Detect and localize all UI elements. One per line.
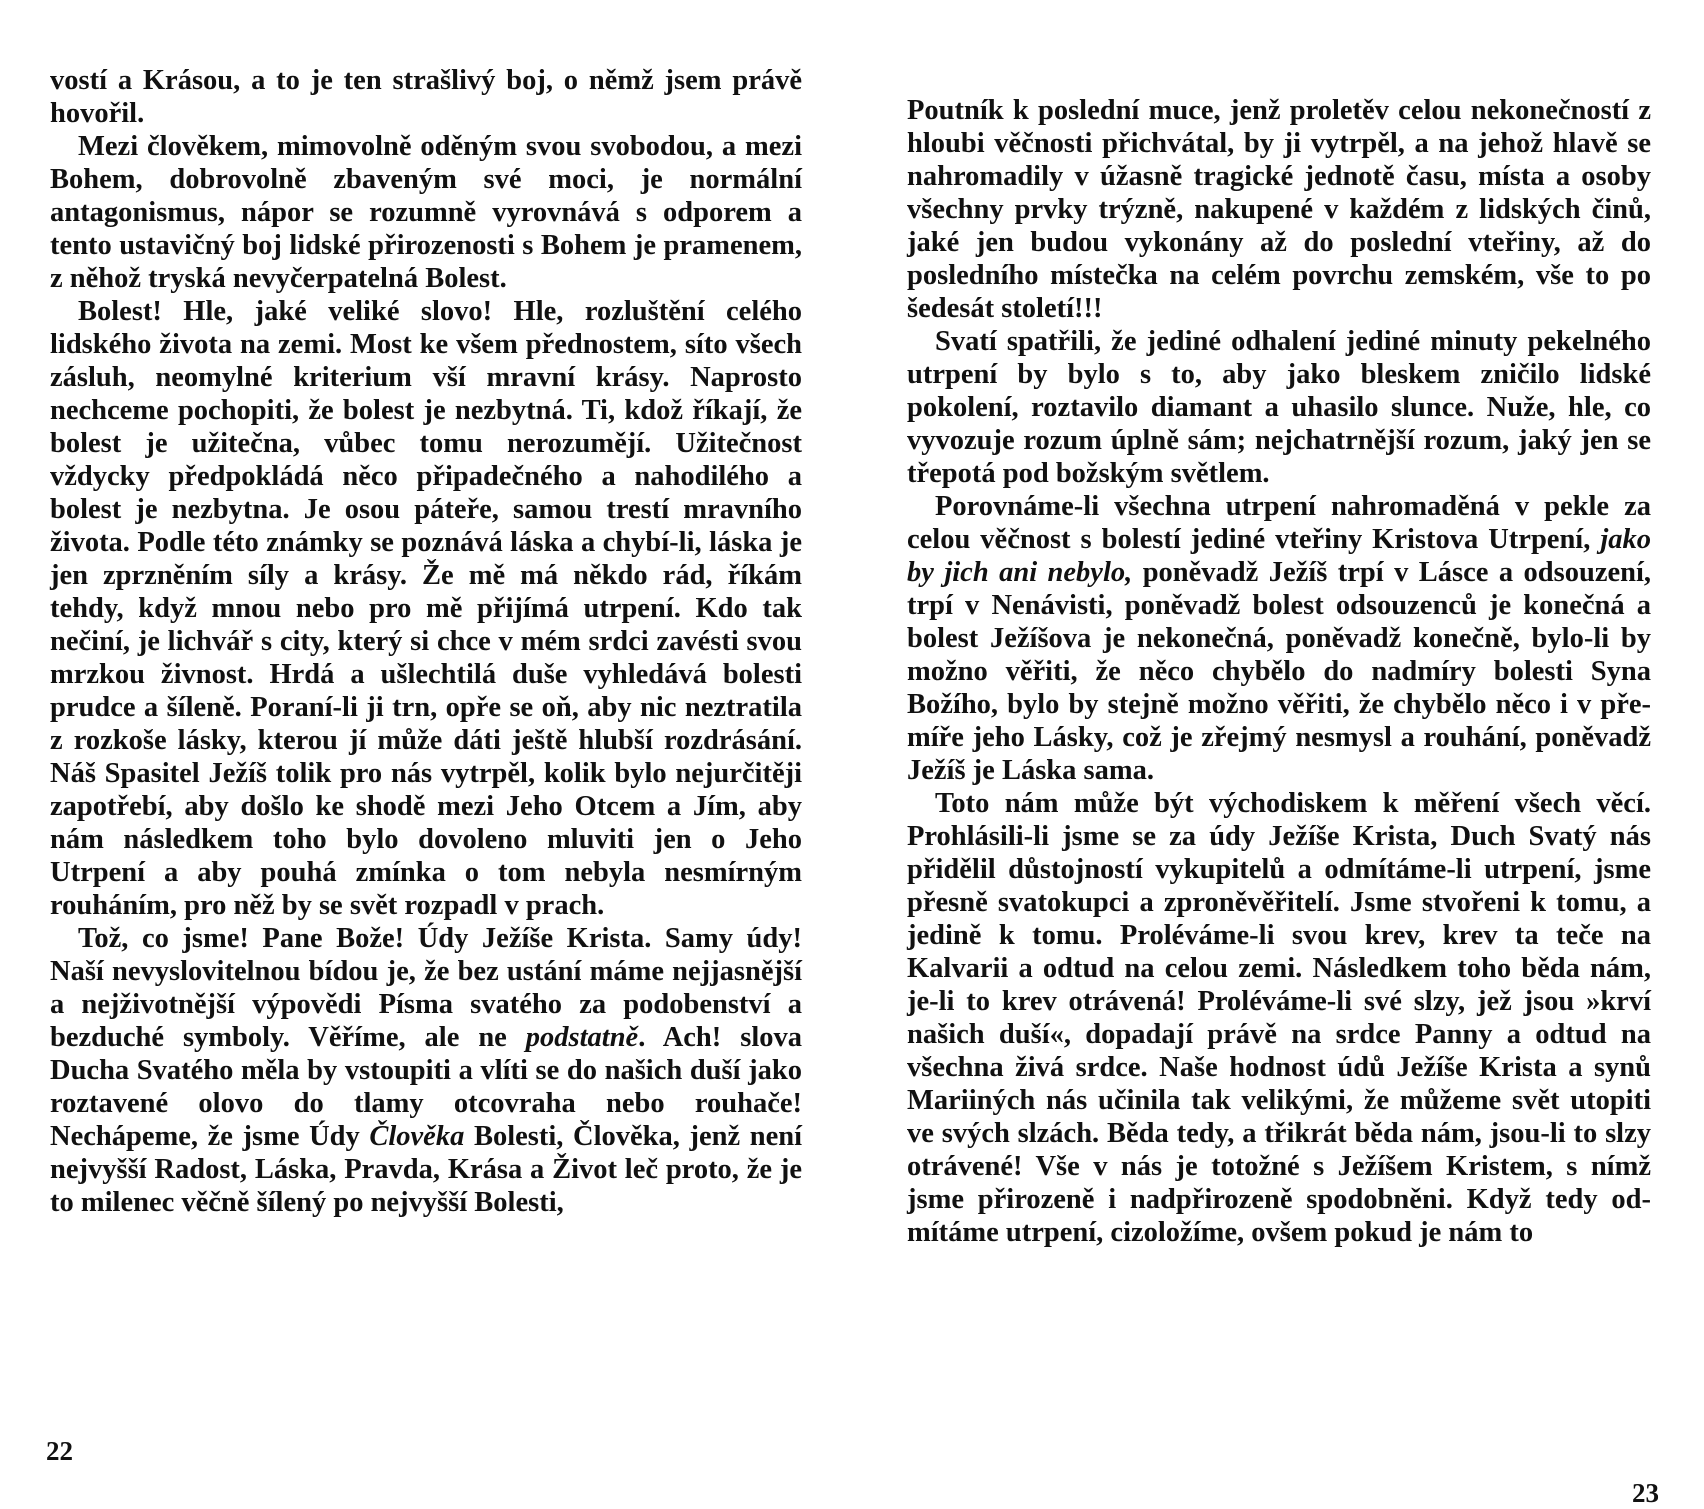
left-page: [0, 0, 852, 1500]
paragraph-text: Tož, co jsme! Pane Bože! Údy Ježíše Krista. Samy údy! Naší nevyslovitelnou bídou je, že bez ustání máme nejjasnější a nejživotnější výpovědi Písma svatého za podobenství a bezduché symboly. Věříme, ale ne: [50, 923, 802, 1053]
paragraph-text: Bolest! Hle, jaké veliké slovo! Hle, rozluštění celého lidského života na zemi. Most ke všem přednostem, síto všech zásluh, neomylné kriterium vší mravní krásy. Naprosto nechceme pochopiti, že bolest je nezbytná. Ti, kdož říkají, že bolest je užitečna, vůbec tomu nerozumějí. Užitečnost vždycky předpokládá něco připadečného a nahodilého a bolest je nezbytna. Je osou páteře, samou trestí mravního života. Podle této známky se poznává láska a chybí-li, láska je jen zprzněním síly a krásy. Že mě má někdo rád, říkám tehdy, když mnou nebo pro mě přijímá utrpení. Kdo tak nečiní, je lichvář s city, který si chce v mém srdci zavésti svou mrzkou živnost. Hrdá a ušlechtilá duše vyhledává bolesti prudce a šíleně. Poraní-li ji trn, opře se oň, aby nic neztratila z rozkoše lásky, kterou jí může dáti ještě hlubší rozdrásání. Náš Spasitel Ježíš tolik pro nás vytrpěl, kolik bylo nejurčitěji zapotřebí, aby došlo ke shodě mezi Jeho Otcem a Jím, aby nám následkem toho bylo dovoleno mluviti jen o Jeho Utrpení a aby pouhá zmínka o tom nebyla nesmírným rouháním, pro něž by se svět rozpadl v prach.: [50, 296, 802, 921]
right-page-text: [907, 94, 1651, 1249]
italic-text: jako by jich ani nebylo,: [907, 524, 1651, 588]
paragraph: [50, 922, 802, 1219]
italic-text: podstatně: [525, 1022, 639, 1053]
paragraph: [50, 130, 802, 295]
paragraph-text: poněvadž Ježíš trpí v Lásce a odsouzení, trpí v Nenávisti, poněvadž bolest odsouzenců je konečná a bolest Ježíšova je nekonečná, poněvadž konečně, bylo-li by možno věřiti, že něco chybělo do nadmíry bolesti Syna Božího, bylo by stejně možno věřiti, že chybělo něco i v přemíře jeho Lásky, což je zřejmý nesmysl a rouhání, poněvadž Ježíš je Láska sama.: [907, 557, 1652, 786]
left-page-text: [50, 64, 802, 1219]
paragraph: [907, 490, 1651, 787]
paragraph: [907, 94, 1651, 325]
paragraph: [907, 325, 1651, 490]
page-number-left: 22: [46, 1436, 73, 1466]
right-page: [852, 0, 1704, 1508]
page-number-right: 23: [1632, 1478, 1659, 1508]
paragraph: [50, 295, 802, 922]
paragraph-text: Porovnáme-li všechna utrpení nahromaděná v pekle za celou věčnost s bolestí jediné vteřiny Kristova Utrpení,: [907, 491, 1651, 555]
paragraph-text: vostí a Krásou, a to je ten strašlivý boj, o němž jsem právě hovořil.: [50, 65, 802, 129]
paragraph-text: . Ach! slova Ducha Svatého měla by vstoupiti a vlíti se do našich duší jako roztavené olovo do tlamy otcovraha nebo rouhače! Nechápeme, že jsme Údy: [50, 1022, 802, 1152]
paragraph-text: Toto nám může být východiskem k měření všech věcí. Prohlásili-li jsme se za údy Ježíše Krista, Duch Svatý nás přidělil důstojností vykupitelů a odmítáme-li utrpení, jsme přesně svatokupci a zproněvěřitelí. Jsme stvořeni k tomu, a jedině k tomu. Proléváme-li svou krev, krev ta teče na Kalvarii a odtud na celou zemi. Následkem toho běda nám, je-li to krev otrávená! Proléváme-li své slzy, jež jsou »krví našich duší«, dopadají právě na srdce Panny a odtud na všechna živá srdce. Naše hodnost údů Ježíše Krista a synů Mariiných nás učinila tak velikými, že můžeme svět utopiti ve svých slzách. Běda tedy, a třikrát běda nám, jsou-li to slzy otrávené! Vše v nás je totožné s Ježíšem Kristem, s nímž jsme přirozeně i nadpřirozeně spodobněni. Když tedy odmítáme utrpení, cizoložíme, ovšem pokud je nám to: [907, 788, 1651, 1248]
paragraph: [50, 64, 802, 130]
paragraph-text: Poutník k poslední muce, jenž proletěv celou nekonečností z hloubi věčnosti přichvátal, by ji vytrpěl, a na jehož hlavě se nahromadily v úžasně tragické jednotě času, místa a osoby všechny prvky trýzně, nakupené v každém z lidských činů, jaké jen budou vykonány až do poslední vteřiny, až do posledního místečka na celém povrchu zemském, vše to po šedesát století!!!: [907, 95, 1651, 324]
paragraph-text: Bolesti, Člověka, jenž není nejvyšší Radost, Láska, Pravda, Krása a Život leč proto, že je to milenec věčně šílený po nejvyšší Bolesti,: [50, 1121, 802, 1218]
paragraph-text: Mezi člověkem, mimovolně oděným svou svobodou, a mezi Bohem, dobrovolně zbaveným své moci, je normální antagonismus, nápor se rozumně vyrovnává s odporem a tento ustavičný boj lidské přirozenosti s Bohem je pramenem, z něhož tryská nevyčerpatelná Bolest.: [50, 131, 802, 294]
italic-text: Člověka: [369, 1121, 465, 1152]
paragraph-text: Svatí spatřili, že jediné odhalení jediné minuty pekelného utrpení by bylo s to, aby jako bleskem zničilo lidské pokolení, roztavilo diamant a uhasilo slunce. Nuže, hle, co vyvozuje rozum úplně sám; nejchatrnější rozum, jaký jen se třepotá pod božským světlem.: [907, 326, 1651, 489]
paragraph: [907, 787, 1651, 1249]
